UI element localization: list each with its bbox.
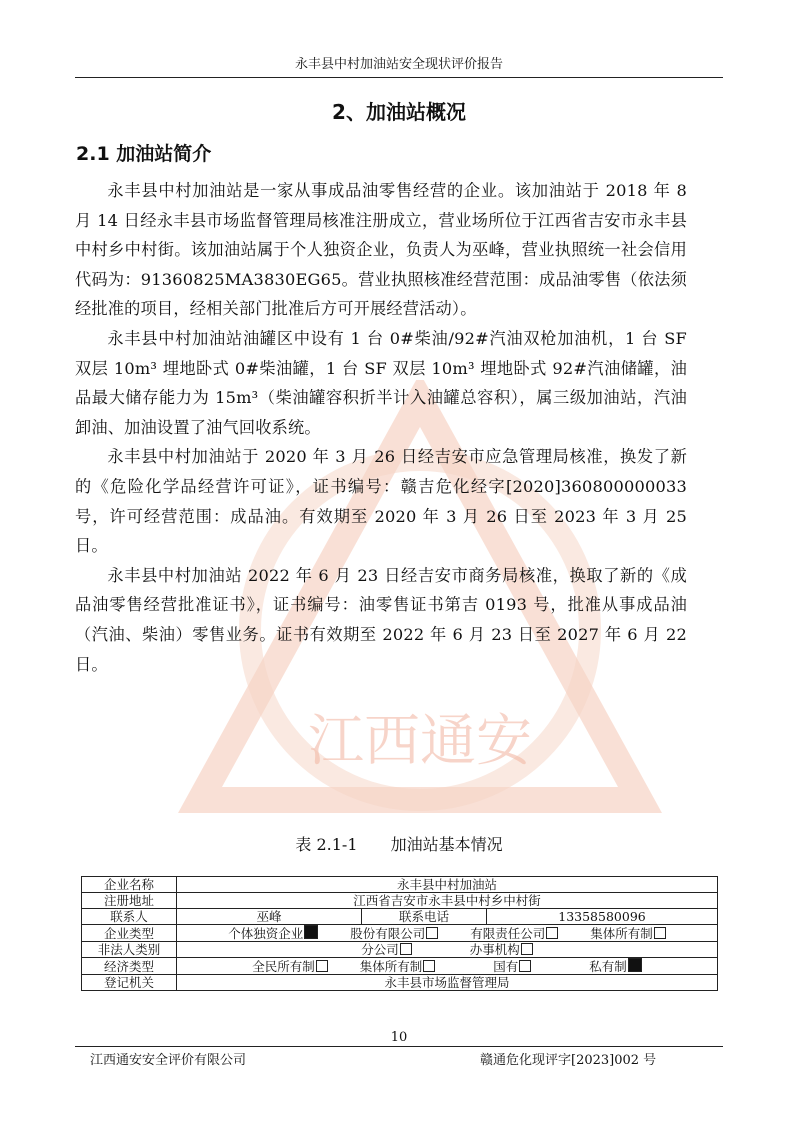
checkbox	[521, 943, 533, 955]
option	[590, 926, 666, 941]
option-label: 办事机构	[469, 942, 520, 957]
option-label: 全民所有制	[252, 959, 315, 974]
options-cell	[177, 958, 718, 975]
footer-divider	[75, 1046, 723, 1047]
option-label: 股份有限公司	[350, 926, 426, 941]
option-label: 私有制	[589, 959, 627, 974]
paragraph-1: 永丰县中村加油站是一家从事成品油零售经营的企业。该加油站于 2018 年 8 月 14 日经永丰县市场监督管理局核准注册成立，营业场所位于江西省吉安市永丰县中村乡中村街。该加油站属于个人独资企业，负责人为巫峰，营业执照统一社会信用代码为：91360825MA3830EG65。营业执照核准经营范围：成品油零售（依法须经批准的项目，经相关部门批准后方可开展经营活动）。	[75, 181, 687, 319]
table-row	[82, 958, 718, 975]
page-header: 永丰县中村加油站安全现状评价报告	[294, 57, 503, 72]
footer-report-number: 赣通危化现评字[2023]002 号	[480, 1053, 657, 1068]
checkbox-checked	[304, 925, 318, 939]
table-value: 巫峰	[177, 909, 362, 925]
table-caption-number: 表 2.1-1	[295, 835, 358, 854]
table-label: 登记机关	[82, 975, 177, 991]
table-label: 非法人类别	[82, 942, 177, 958]
table-caption	[75, 832, 723, 855]
checkbox	[316, 960, 328, 972]
header-divider	[75, 77, 723, 78]
table-row	[82, 909, 718, 925]
checkbox	[426, 927, 438, 939]
option	[360, 959, 436, 974]
checkbox	[519, 960, 531, 972]
option	[493, 959, 531, 974]
option	[361, 942, 412, 957]
table-row	[82, 942, 718, 958]
watermark-text: 江西通安	[308, 709, 532, 774]
option	[470, 926, 558, 941]
section-title: 2.1 加油站简介	[76, 143, 212, 165]
table-row	[82, 975, 718, 991]
table-row	[82, 893, 718, 909]
chapter-title: 2、加油站概况	[332, 100, 466, 124]
option-label: 集体所有制	[590, 926, 653, 941]
checkbox-checked	[628, 958, 642, 972]
option	[228, 925, 318, 941]
options-cell	[177, 925, 718, 942]
paragraph-4: 永丰县中村加油站 2022 年 6 月 23 日经吉安市商务局核准，换取了新的《成品油零售经营批准证书》，证书编号：油零售证书第吉 0193 号，批准从事成品油（汽油、柴油）零售业务。证书有效期至 2022 年 6 月 23 日至 2027 年 6 月 22 日。	[75, 565, 687, 674]
option	[470, 942, 533, 957]
footer-company: 江西通安安全评价有限公司	[90, 1053, 247, 1068]
table-row	[82, 925, 718, 942]
checkbox	[654, 927, 666, 939]
table-caption-title: 加油站基本情况	[390, 835, 503, 854]
table-label: 联系人	[82, 909, 177, 925]
basic-info-table	[81, 876, 718, 991]
table-label: 企业名称	[82, 877, 177, 893]
page-number: 10	[390, 1030, 408, 1045]
option	[252, 959, 328, 974]
table-value: 永丰县中村加油站	[177, 877, 718, 893]
checkbox	[423, 960, 435, 972]
table-value: 13358580096	[487, 909, 718, 925]
checkbox	[400, 943, 412, 955]
option	[350, 926, 438, 941]
option	[589, 958, 642, 974]
table-row	[82, 877, 718, 893]
option-label: 有限责任公司	[470, 926, 546, 941]
paragraph-2: 永丰县中村加油站油罐区中设有 1 台 0#柴油/92#汽油双枪加油机，1 台 SF 双层 10m³ 埋地卧式 0#柴油罐，1 台 SF 双层 10m³ 埋地卧式 92#汽油储罐，油品最大储存能力为 15m³（柴油罐容积折半计入油罐总容积），属三级加油站，汽油卸油、加油设置了油气回收系统。	[75, 328, 687, 437]
table-label: 企业类型	[82, 925, 177, 942]
table-label: 经济类型	[82, 958, 177, 975]
option-label: 国有	[493, 959, 519, 974]
table-value: 江西省吉安市永丰县中村乡中村街	[177, 893, 718, 909]
options-cell	[177, 942, 718, 958]
body-text	[75, 176, 687, 679]
table-value: 永丰县市场监督管理局	[177, 975, 718, 991]
checkbox	[546, 927, 558, 939]
option-label: 集体所有制	[359, 959, 423, 974]
table-label: 注册地址	[82, 893, 177, 909]
paragraph-3: 永丰县中村加油站于 2020 年 3 月 26 日经吉安市应急管理局核准，换发了新的《危险化学品经营许可证》，证书编号：赣吉危化经字[2020]360800000033 号，许可经营范围：成品油。有效期至 2020 年 3 月 26 日至 2023 年 3 月 25 日。	[75, 447, 687, 556]
option-label: 个体独资企业	[228, 926, 304, 941]
table-label: 联系电话	[362, 909, 487, 925]
option-label: 分公司	[361, 942, 399, 957]
